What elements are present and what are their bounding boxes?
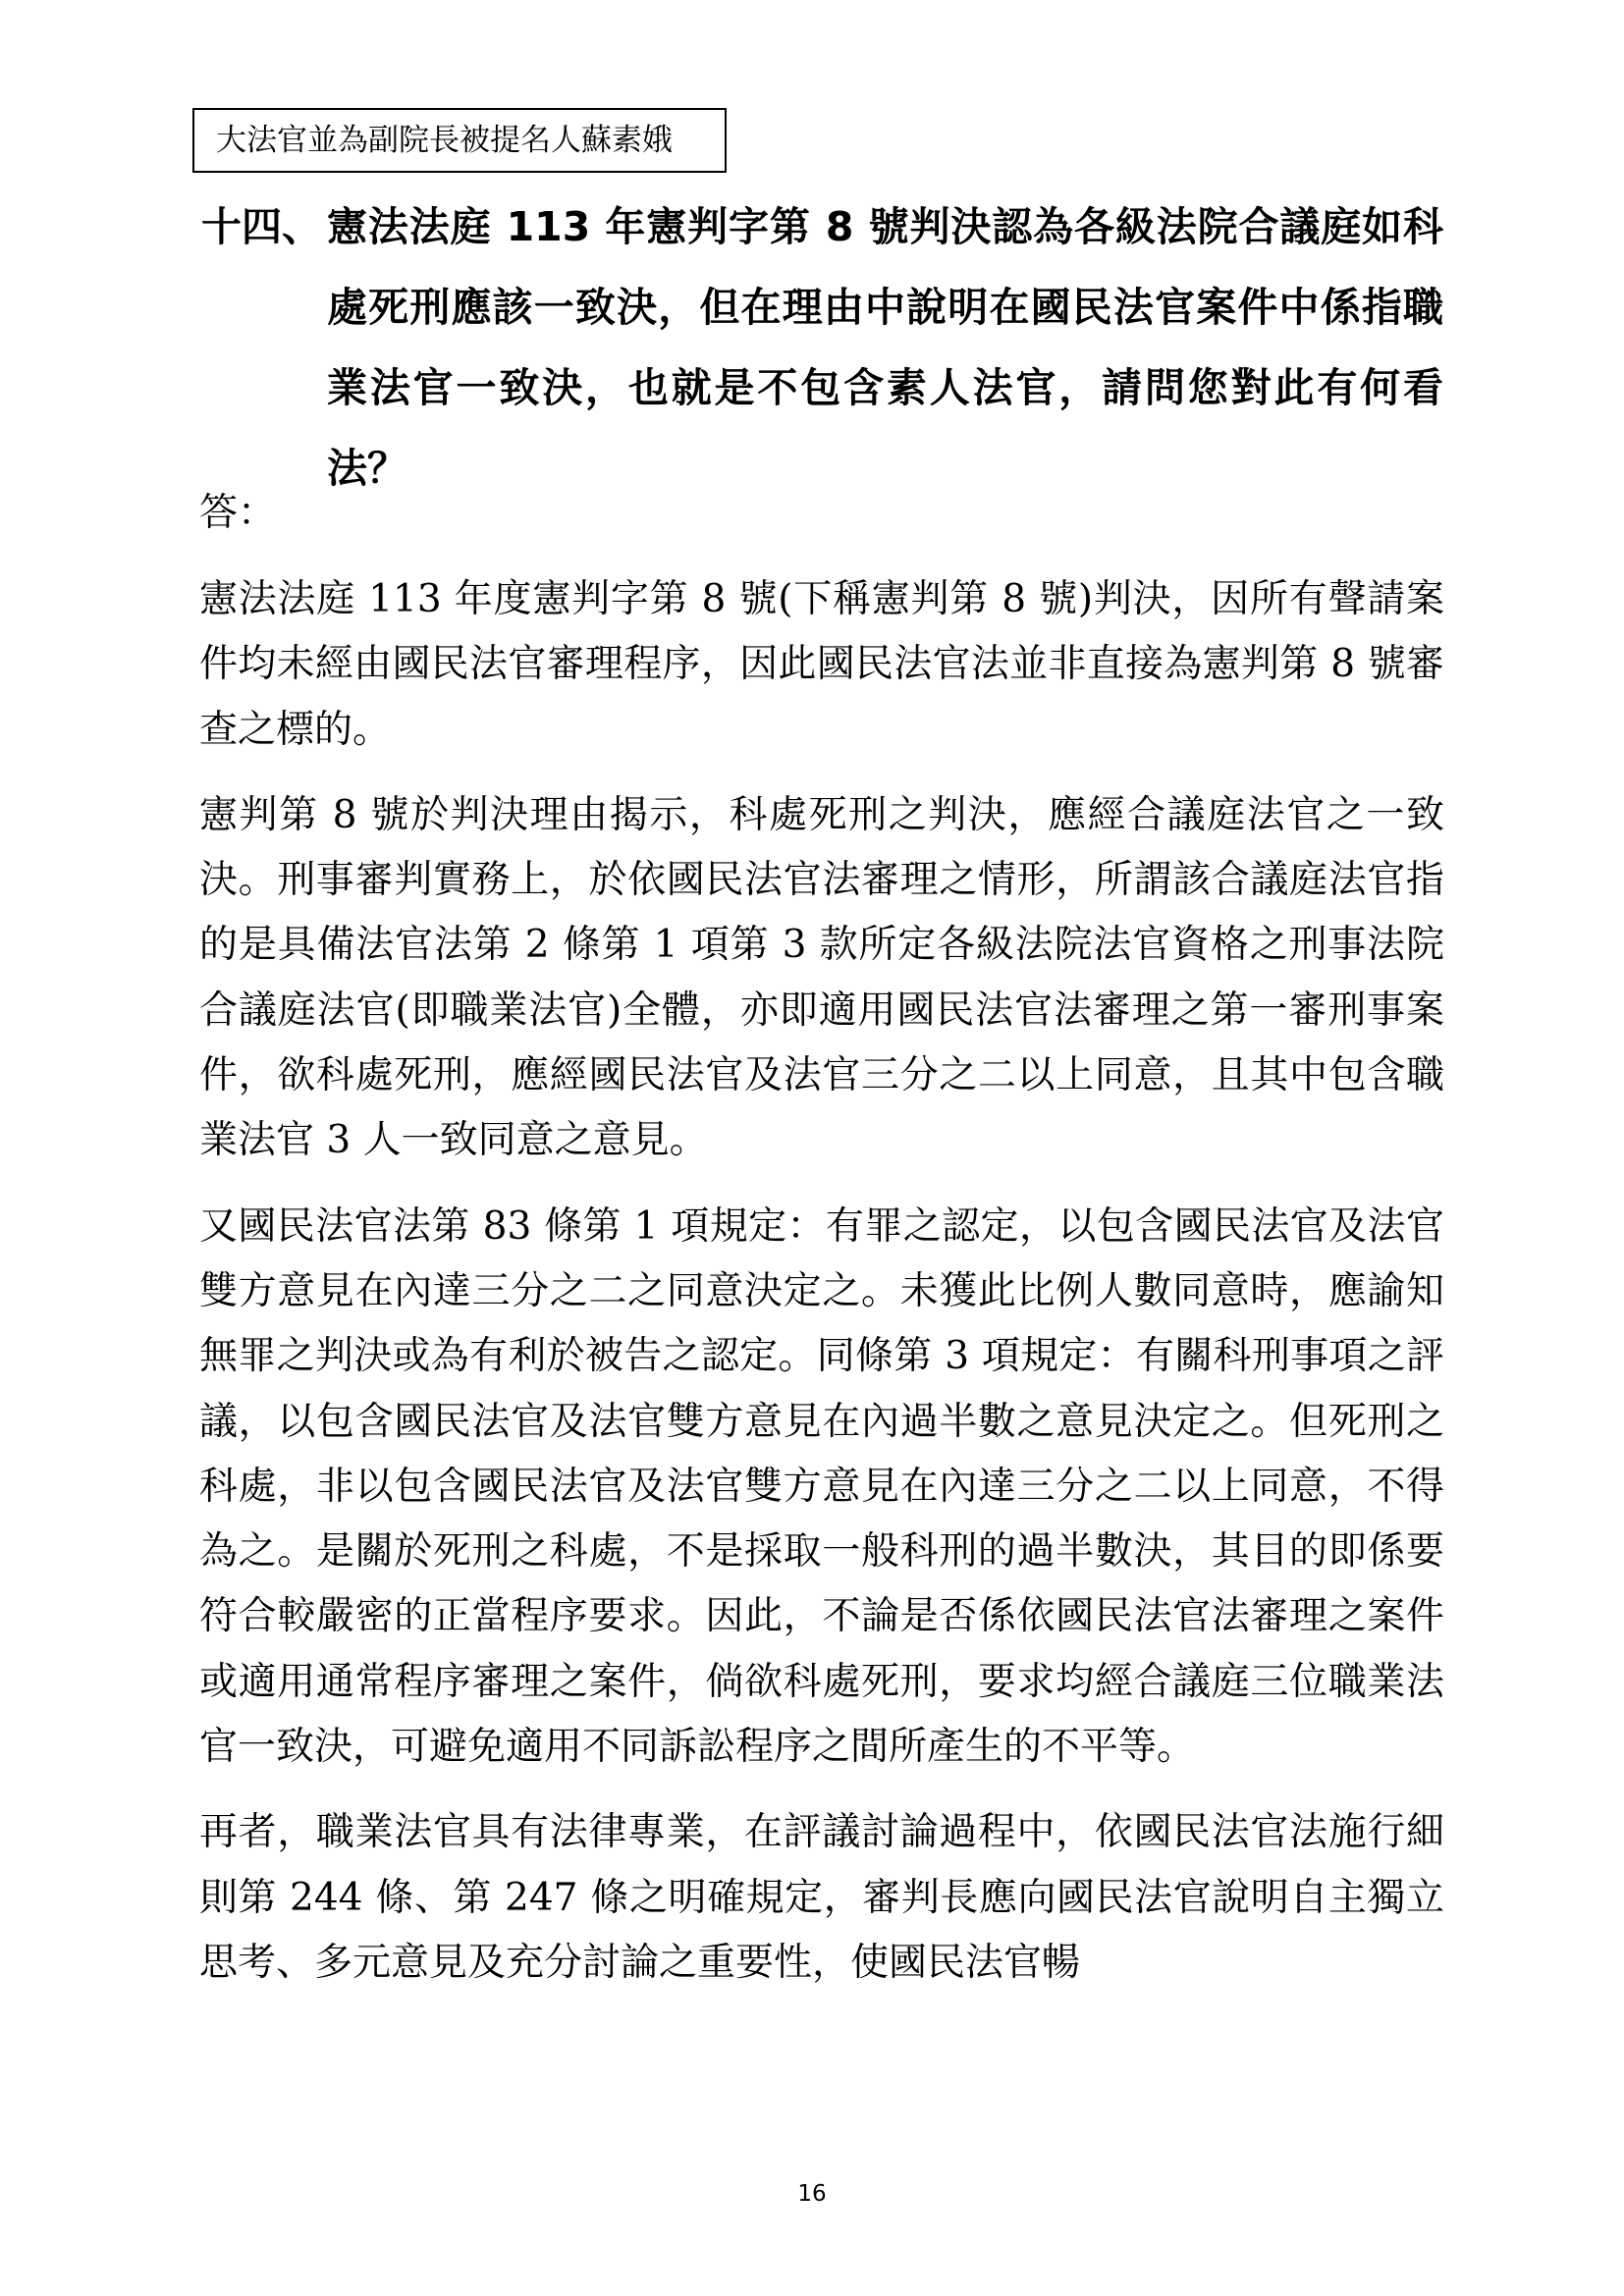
question-text: 憲法法庭 113 年憲判字第 8 號判決認為各級法院合議庭如科處死刑應該一致決，但在理由中說明在國民法官案件中係指職業法官一致決，也就是不包含素人法官，請問您對此有何看法？ xyxy=(327,203,1443,492)
question-heading xyxy=(201,187,1448,508)
answer-paragraph-1: 憲法法庭 113 年度憲判字第 8 號(下稱憲判第 8 號)判決，因所有聲請案件均未經由國民法官審理程序，因此國民法官法並非直接為憲判第 8 號審查之標的。 xyxy=(199,577,1444,752)
answer-paragraph-3: 又國民法官法第 83 條第 1 項規定：有罪之認定，以包含國民法官及法官雙方意見在內達三分之二之同意決定之。未獲此比例人數同意時，應諭知無罪之判決或為有利於被告之認定。同條第 3 項規定：有關科刑事項之評議，以包含國民法官及法官雙方意見在內過半數之意見決定之。但死刑之科處，非以包含國民法官及法官雙方意見在內達三分之二以上同意，不得為之。是關於死刑之科處，不是採取一般科刑的過半數決，其目的即係要符合較嚴密的正當程序要求。因此，不論是否係依國民法官法審理之案件或適用通常程序審理之案件，倘欲科處死刑，要求均經合議庭三位職業法官一致決，可避免適用不同訴訟程序之間所產生的不平等。 xyxy=(199,1203,1444,1770)
answer-paragraph-4: 再者，職業法官具有法律專業，在評議討論過程中，依國民法官法施行細則第 244 條、第 247 條之明確規定，審判長應向國民法官說明自主獨立思考、多元意見及充分討論之重要性，使國民法官暢 xyxy=(199,1810,1444,1985)
page-number: 16 xyxy=(797,2181,827,2207)
answer-body xyxy=(199,567,1444,2016)
answer-paragraph-2: 憲判第 8 號於判決理由揭示，科處死刑之判決，應經合議庭法官之一致決。刑事審判實務上，於依國民法官法審理之情形，所謂該合議庭法官指的是具備法官法第 2 條第 1 項第 3 款所定各級法院法官資格之刑事法院合議庭法官(即職業法官)全體，亦即適用國民法官法審理之第一審刑事案件，欲科處死刑，應經國民法官及法官三分之二以上同意，且其中包含職業法官 3 人一致同意之意見。 xyxy=(199,792,1444,1163)
question-number: 十四、 xyxy=(201,203,322,250)
nominee-header-box: 大法官並為副院長被提名人蘇素娥 xyxy=(192,108,727,173)
answer-label: 答： xyxy=(199,491,277,535)
